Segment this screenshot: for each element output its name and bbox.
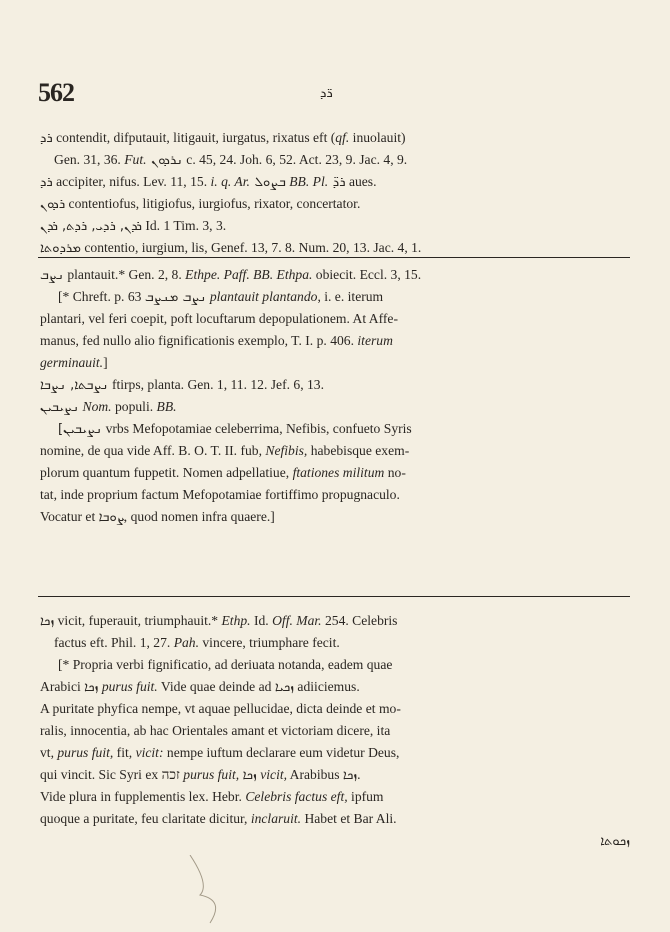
text-run: , quod nomen infra quaere.]: [123, 509, 275, 524]
text-line: [40, 720, 630, 742]
text-run: Id.: [250, 613, 273, 628]
text-run: no-: [384, 465, 406, 480]
text-run: .: [357, 767, 361, 782]
text-line: [40, 264, 630, 286]
syriac-word: ܢܨܒܬܐ, ܢܨܒܐ: [40, 378, 109, 393]
text-line: [40, 830, 630, 852]
syriac-word: ܪܕ: [40, 131, 53, 146]
text-run: [* Chreft. p. 63: [58, 289, 145, 304]
italic-text: Pah.: [173, 635, 199, 650]
syriac-word: ܙܟܝܐ: [274, 680, 295, 695]
text-run: nomine, de qua vide Aff. B. O. T. II. fub,: [40, 443, 266, 458]
syriac-word: ܢܨܝܒܝܢ: [40, 400, 80, 415]
syriac-word: ܪܕ̈: [328, 175, 346, 190]
text-run: factus eft. Phil. 1, 27.: [54, 635, 174, 650]
text-line: [40, 462, 630, 484]
italic-text: BB.: [156, 399, 177, 414]
text-run: inuolauit): [349, 130, 406, 145]
text-run: aues.: [345, 174, 377, 189]
text-run: adiiciemus.: [294, 679, 360, 694]
syriac-word: ܢܪܕܘܢ: [146, 153, 183, 168]
text-line: [40, 698, 630, 720]
text-line: [40, 764, 630, 786]
italic-text: qf.: [335, 130, 350, 145]
entry-block-radh: [40, 127, 630, 259]
text-run: Arabibus: [287, 767, 343, 782]
text-run: Vocatur et: [40, 509, 99, 524]
text-line: [40, 786, 630, 808]
italic-text: Nefibis,: [265, 443, 308, 458]
text-line: [40, 396, 630, 418]
syriac-word: ܪܕܘܢ: [40, 197, 66, 212]
text-run: qui vincit. Sic Syri ex זכה: [40, 767, 184, 782]
text-run: , i. e. iterum: [317, 289, 384, 304]
text-run: Gen. 31, 36.: [54, 152, 125, 167]
text-line: [40, 330, 630, 352]
text-line: [40, 418, 630, 440]
text-line: [40, 506, 630, 528]
italic-text: i. q. Ar.: [210, 174, 250, 189]
text-run: plorum quantum fuppetit. Nomen adpellatiue,: [40, 465, 293, 480]
text-line: [40, 149, 630, 171]
syriac-word: ܢܨܒ ܡܢܨܒ: [144, 290, 207, 305]
page-number: 562: [38, 78, 74, 107]
syriac-word: ܙܟܐ: [242, 768, 257, 783]
syriac-word: ܢܨܒ: [40, 268, 64, 283]
text-run: quoque a puritate, feu claritate dicitur,: [40, 811, 251, 826]
entry-block-nsab: [40, 264, 630, 528]
italic-text: plantauit plantando: [209, 289, 318, 304]
italic-text: Off. Mar.: [272, 613, 322, 628]
text-run: populi.: [111, 399, 157, 414]
margin-mark: [170, 855, 260, 925]
italic-text: vicit,: [260, 767, 288, 782]
text-run: habebisque exem-: [307, 443, 410, 458]
text-line: [40, 237, 630, 259]
syriac-word: ܙܟܐ: [342, 768, 358, 783]
italic-text: Celebris factus eft,: [245, 789, 348, 804]
syriac-word: ܙܟܐ: [40, 614, 55, 629]
italic-text: Nom.: [82, 399, 112, 414]
text-run: [* Propria verbi fignificatio, ad deriuata notanda, eadem quae: [58, 657, 393, 672]
italic-text: purus fuit.: [101, 679, 158, 694]
text-run: ipfum: [347, 789, 384, 804]
text-line: [40, 742, 630, 764]
text-line: [40, 440, 630, 462]
text-line: [40, 215, 630, 237]
italic-text: Fut.: [124, 152, 147, 167]
text-run: c. 45, 24. Joh. 6, 52. Act. 23, 9. Jac. 4, 9.: [182, 152, 408, 167]
text-line: [40, 808, 630, 830]
text-run: plantauit.* Gen. 2, 8.: [63, 267, 186, 282]
syriac-word: ܙܟܐ: [84, 680, 99, 695]
text-run: ralis, innocentia, ab hac Orientales amant et victoriam dicere, ita: [40, 723, 391, 738]
text-run: contendit, difputauit, litigauit, iurgatus, rixatus eft (: [52, 130, 336, 145]
text-line: [40, 352, 630, 374]
text-run: vincere, triumphare fecit.: [198, 635, 340, 650]
text-run: Id. 1 Tim. 3, 3.: [141, 218, 227, 233]
text-run: vicit, fuperauit, triumphauit.*: [54, 613, 222, 628]
italic-text: Ethpe. Paff. BB. Ethpa.: [185, 267, 313, 282]
text-run: plantari, vel feri coepit, poft locuftarum depopulationem. At Affe-: [40, 311, 398, 326]
text-line: [40, 676, 630, 698]
syriac-word: [ܢܨܝܒܝܢ: [58, 422, 103, 437]
text-line: [40, 632, 630, 654]
text-run: ftirps, planta. Gen. 1, 11. 12. Jef. 6, 13.: [108, 377, 324, 392]
text-run: vrbs Mefopotamiae celeberrima, Nefibis, confueto Syris: [102, 421, 412, 436]
italic-text: purus fuit,: [57, 745, 114, 760]
running-head: ܪ̈ܕ: [320, 86, 333, 101]
text-line: [40, 127, 630, 149]
italic-text: Pl.: [312, 174, 329, 189]
italic-text: purus fuit,: [183, 767, 240, 782]
text-run: contentio, iurgium, lis, Genef. 13, 7. 8. Num. 20, 13. Jac. 4, 1.: [81, 240, 422, 255]
syriac-word: ܡܪܕܘܬܐ: [40, 241, 81, 256]
text-run: A puritate phyfica nempe, vt aquae pellucidae, dicta deinde et mo-: [40, 701, 401, 716]
text-line: [40, 171, 630, 193]
page-header: [38, 78, 630, 112]
text-run: Vide plura in fupplementis lex. Hebr.: [40, 789, 246, 804]
text-run: obiecit. Eccl. 3, 15.: [312, 267, 422, 282]
italic-text: Ethp.: [221, 613, 251, 628]
italic-text: vicit:: [135, 745, 164, 760]
text-line: [40, 286, 630, 308]
italic-text: germinauit.: [40, 355, 104, 370]
text-run: Arabici: [40, 679, 85, 694]
text-run: vt,: [40, 745, 58, 760]
italic-text: BB.: [289, 174, 310, 189]
text-run: nempe iuftum declarare eum videtur Deus,: [163, 745, 400, 760]
text-line: [40, 484, 630, 506]
syriac-word: ܨܘܒܐ: [98, 510, 124, 525]
text-line: [40, 610, 630, 632]
text-line: [40, 308, 630, 330]
text-run: Habet et Bar Ali.: [301, 811, 397, 826]
text-run: Vide quae deinde ad: [157, 679, 275, 694]
italic-text: ftationes militum: [292, 465, 385, 480]
text-run: ]: [103, 355, 108, 370]
section-rule: [38, 596, 630, 597]
syriac-word: ܒܨܘܠ: [249, 175, 286, 190]
text-line: [40, 193, 630, 215]
italic-text: inclaruit.: [250, 811, 302, 826]
entry-block-zkha: [40, 610, 630, 852]
syriac-word: ܪܕ: [40, 175, 53, 190]
section-rule: [38, 257, 630, 258]
text-run: fit,: [113, 745, 136, 760]
text-run: 254. Celebris: [321, 613, 398, 628]
syriac-word: ܪܕܢ, ܪܕܝ, ܪܕܬ, ܪܕܢ: [40, 219, 142, 234]
text-line: [40, 654, 630, 676]
text-run: manus, fed nullo alio fignificationis exemplo, T. I. p. 406.: [40, 333, 358, 348]
text-line: [40, 374, 630, 396]
text-run: accipiter, nifus. Lev. 11, 15.: [52, 174, 211, 189]
syriac-word: ܙܟܘܬܐ: [600, 834, 630, 849]
text-run: tat, inde proprium factum Mefopotamiae fortiffimo propugnaculo.: [40, 487, 400, 502]
italic-text: iterum: [357, 333, 393, 348]
text-run: contentiofus, litigiofus, iurgiofus, rixator, concertator.: [65, 196, 361, 211]
